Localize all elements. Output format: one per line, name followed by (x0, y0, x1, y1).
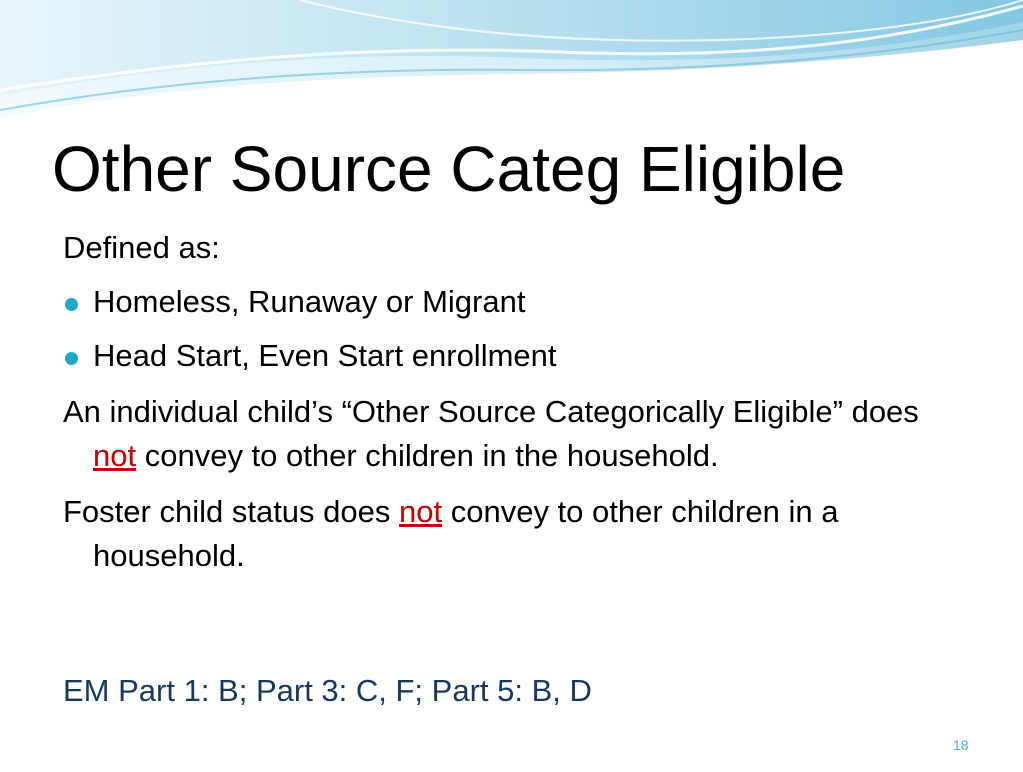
paragraph-text: An individual child’s “Other Source Categorically Eligible” does (63, 394, 919, 429)
paragraph-individual-child (63, 390, 963, 478)
header-wave-decoration (0, 0, 1023, 125)
list-item (63, 334, 963, 378)
slide-title: Other Source Categ Eligible (52, 133, 846, 205)
em-reference: EM Part 1: B; Part 3: C, F; Part 5: B, D (63, 673, 592, 708)
slide-body (63, 226, 963, 578)
page-number: 18 (953, 737, 969, 753)
paragraph-text: convey to other children in a household. (93, 494, 839, 573)
bullet-dot-icon (65, 298, 78, 311)
defined-as-label: Defined as: (63, 230, 220, 265)
bullet-dot-icon (65, 352, 78, 365)
paragraph-foster-child (63, 490, 963, 578)
list-item (63, 280, 963, 324)
emphasis-not: not (93, 438, 137, 473)
emphasis-not: not (399, 494, 443, 529)
paragraph-text: convey to other children in the household. (136, 438, 719, 473)
bullet-text: Homeless, Runaway or Migrant (93, 284, 526, 319)
paragraph-text: Foster child status does (63, 494, 399, 529)
bullet-text: Head Start, Even Start enrollment (93, 338, 557, 373)
